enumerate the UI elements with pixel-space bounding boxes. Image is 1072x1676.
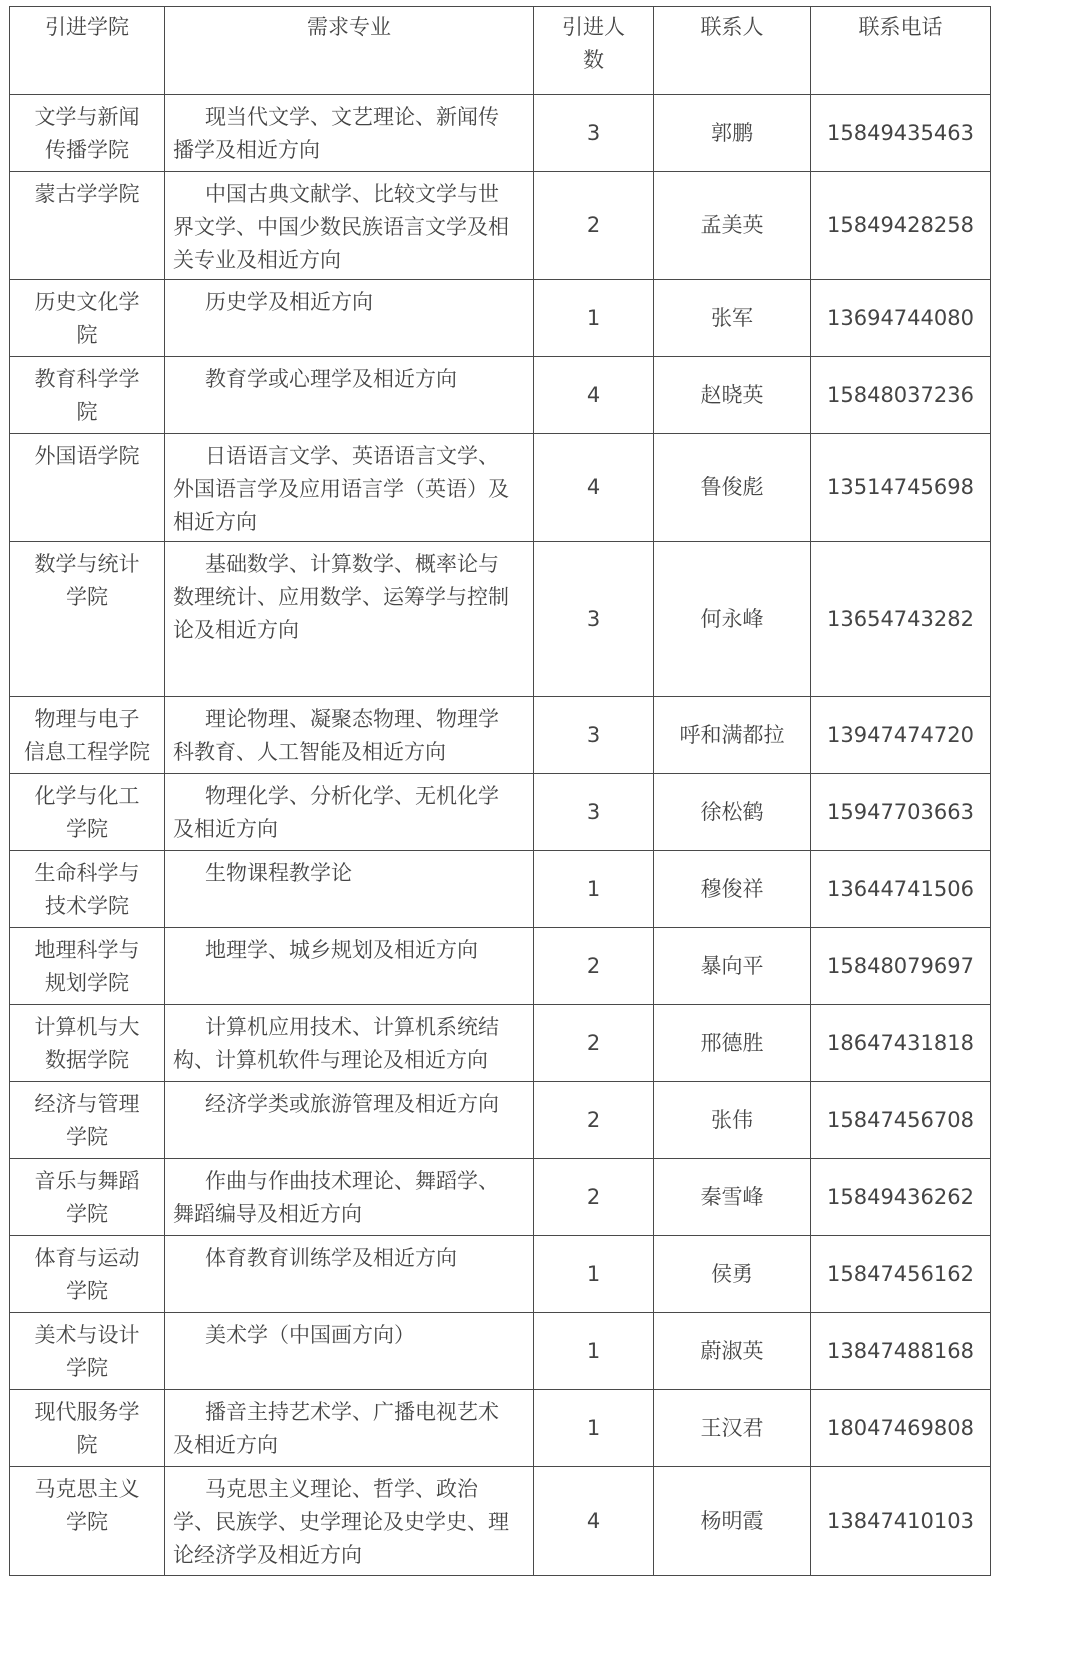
- college-cell: [10, 851, 165, 928]
- phone-cell: 15947703663: [811, 774, 991, 851]
- major-line: 论经济学及相近方向: [173, 1543, 362, 1567]
- phone-cell: 15847456708: [811, 1082, 991, 1159]
- contact-cell: 郭鹏: [654, 95, 811, 172]
- header-contact: 联系人: [654, 7, 811, 95]
- count-cell: 2: [534, 172, 654, 280]
- contact-cell: 徐松鹤: [654, 774, 811, 851]
- contact-cell: 邢德胜: [654, 1005, 811, 1082]
- count-cell: 2: [534, 1005, 654, 1082]
- phone-cell: 13644741506: [811, 851, 991, 928]
- college-cell: [10, 95, 165, 172]
- college-line: 学院: [66, 1202, 108, 1226]
- contact-cell: 王汉君: [654, 1390, 811, 1467]
- major-line: 播音主持艺术学、广播电视艺术: [205, 1400, 499, 1424]
- major-line: 理论物理、凝聚态物理、物理学: [205, 707, 499, 731]
- college-line: 学院: [66, 1510, 108, 1534]
- college-line: 学院: [66, 1356, 108, 1380]
- contact-cell: 鲁俊彪: [654, 434, 811, 542]
- college-cell: [10, 1236, 165, 1313]
- major-cell: [165, 928, 534, 1005]
- major-cell: [165, 1236, 534, 1313]
- major-line: 及相近方向: [173, 817, 278, 841]
- major-cell: [165, 697, 534, 774]
- table-row: [10, 434, 991, 542]
- major-cell: [165, 172, 534, 280]
- table-row: [10, 1236, 991, 1313]
- table-row: [10, 697, 991, 774]
- major-line: 中国古典文献学、比较文学与世: [205, 182, 499, 206]
- table-row: [10, 1159, 991, 1236]
- major-cell: [165, 434, 534, 542]
- major-cell: [165, 1082, 534, 1159]
- major-line: 物理化学、分析化学、无机化学: [205, 784, 499, 808]
- college-line: 地理科学与: [34, 938, 140, 962]
- count-cell: 3: [534, 95, 654, 172]
- count-cell: 4: [534, 357, 654, 434]
- table-row: [10, 542, 991, 697]
- college-line: 外国语学院: [34, 444, 140, 468]
- major-line: 舞蹈编导及相近方向: [173, 1202, 362, 1226]
- table-row: [10, 1005, 991, 1082]
- college-cell: [10, 434, 165, 542]
- major-line: 相近方向: [173, 510, 257, 534]
- college-cell: [10, 357, 165, 434]
- college-line: 蒙古学学院: [34, 182, 140, 206]
- count-cell: 1: [534, 1313, 654, 1390]
- college-line: 现代服务学: [34, 1400, 140, 1424]
- count-cell: 1: [534, 1236, 654, 1313]
- major-line: 现当代文学、文艺理论、新闻传: [205, 105, 499, 129]
- major-line: 界文学、中国少数民族语言文学及相: [173, 215, 509, 239]
- college-cell: [10, 1082, 165, 1159]
- major-line: 数理统计、应用数学、运筹学与控制: [173, 585, 509, 609]
- table-body: [10, 95, 991, 1576]
- contact-cell: 张伟: [654, 1082, 811, 1159]
- table-row: [10, 851, 991, 928]
- major-line: 体育教育训练学及相近方向: [205, 1246, 457, 1270]
- contact-cell: 张军: [654, 280, 811, 357]
- phone-cell: 15848037236: [811, 357, 991, 434]
- contact-cell: 穆俊祥: [654, 851, 811, 928]
- college-line: 经济与管理: [34, 1092, 140, 1116]
- phone-cell: 13694744080: [811, 280, 991, 357]
- major-cell: [165, 851, 534, 928]
- college-cell: [10, 542, 165, 697]
- college-line: 院: [76, 400, 98, 424]
- recruitment-table: [9, 6, 991, 1576]
- college-cell: [10, 172, 165, 280]
- college-cell: [10, 1005, 165, 1082]
- college-cell: [10, 1390, 165, 1467]
- major-line: 作曲与作曲技术理论、舞蹈学、: [205, 1169, 499, 1193]
- college-line: 学院: [66, 585, 108, 609]
- college-line: 教育科学学: [34, 367, 140, 391]
- contact-cell: 暴向平: [654, 928, 811, 1005]
- college-line: 物理与电子: [34, 707, 140, 731]
- phone-cell: 13847488168: [811, 1313, 991, 1390]
- major-cell: [165, 1390, 534, 1467]
- table-row: [10, 357, 991, 434]
- table-row: [10, 1467, 991, 1576]
- major-cell: [165, 280, 534, 357]
- college-cell: [10, 280, 165, 357]
- count-cell: 4: [534, 1467, 654, 1576]
- contact-cell: 赵晓英: [654, 357, 811, 434]
- major-cell: [165, 1159, 534, 1236]
- major-line: 教育学或心理学及相近方向: [205, 367, 457, 391]
- major-line: 构、计算机软件与理论及相近方向: [173, 1048, 488, 1072]
- major-line: 生物课程教学论: [205, 861, 352, 885]
- college-line: 数据学院: [45, 1048, 129, 1072]
- college-cell: [10, 928, 165, 1005]
- phone-cell: 15849435463: [811, 95, 991, 172]
- college-line: 学院: [66, 1279, 108, 1303]
- table-row: [10, 1313, 991, 1390]
- major-cell: [165, 542, 534, 697]
- count-cell: 1: [534, 851, 654, 928]
- header-count-line-2: 数: [583, 48, 604, 72]
- count-cell: 3: [534, 542, 654, 697]
- college-line: 技术学院: [45, 894, 129, 918]
- count-cell: 2: [534, 928, 654, 1005]
- phone-cell: 15847456162: [811, 1236, 991, 1313]
- table-row: [10, 172, 991, 280]
- major-line: 地理学、城乡规划及相近方向: [205, 938, 478, 962]
- college-line: 体育与运动: [34, 1246, 140, 1270]
- header-count: [534, 7, 654, 95]
- contact-cell: 秦雪峰: [654, 1159, 811, 1236]
- phone-cell: 13514745698: [811, 434, 991, 542]
- major-cell: [165, 1005, 534, 1082]
- college-line: 马克思主义: [34, 1477, 140, 1501]
- major-line: 科教育、人工智能及相近方向: [173, 740, 446, 764]
- college-line: 美术与设计: [34, 1323, 140, 1347]
- major-line: 历史学及相近方向: [205, 290, 373, 314]
- college-line: 计算机与大: [34, 1015, 140, 1039]
- count-cell: 1: [534, 1390, 654, 1467]
- contact-cell: 孟美英: [654, 172, 811, 280]
- college-line: 院: [76, 1433, 98, 1457]
- table-row: [10, 95, 991, 172]
- college-line: 传播学院: [45, 138, 129, 162]
- major-cell: [165, 357, 534, 434]
- major-line: 马克思主义理论、哲学、政治: [205, 1477, 478, 1501]
- phone-cell: 15849436262: [811, 1159, 991, 1236]
- table-row: [10, 928, 991, 1005]
- major-line: 美术学（中国画方向）: [205, 1323, 415, 1347]
- college-line: 生命科学与: [34, 861, 140, 885]
- contact-cell: 呼和满都拉: [654, 697, 811, 774]
- major-line: 论及相近方向: [173, 618, 299, 642]
- header-phone: 联系电话: [811, 7, 991, 95]
- major-cell: [165, 774, 534, 851]
- count-cell: 2: [534, 1082, 654, 1159]
- major-cell: [165, 95, 534, 172]
- major-line: 及相近方向: [173, 1433, 278, 1457]
- table-row: [10, 1082, 991, 1159]
- phone-cell: 18047469808: [811, 1390, 991, 1467]
- major-line: 经济学类或旅游管理及相近方向: [205, 1092, 499, 1116]
- contact-cell: 侯勇: [654, 1236, 811, 1313]
- header-college: 引进学院: [10, 7, 165, 95]
- major-cell: [165, 1313, 534, 1390]
- count-cell: 1: [534, 280, 654, 357]
- phone-cell: 13947474720: [811, 697, 991, 774]
- college-cell: [10, 1313, 165, 1390]
- table-row: [10, 280, 991, 357]
- phone-cell: 15848079697: [811, 928, 991, 1005]
- college-line: 文学与新闻: [34, 105, 140, 129]
- contact-cell: 何永峰: [654, 542, 811, 697]
- college-line: 学院: [66, 817, 108, 841]
- college-cell: [10, 1467, 165, 1576]
- phone-cell: 15849428258: [811, 172, 991, 280]
- college-line: 音乐与舞蹈: [34, 1169, 140, 1193]
- phone-cell: 18647431818: [811, 1005, 991, 1082]
- phone-cell: 13654743282: [811, 542, 991, 697]
- header-major: 需求专业: [165, 7, 534, 95]
- contact-cell: 蔚淑英: [654, 1313, 811, 1390]
- major-line: 日语语言文学、英语语言文学、: [205, 444, 499, 468]
- college-line: 信息工程学院: [24, 740, 150, 764]
- phone-cell: 13847410103: [811, 1467, 991, 1576]
- college-cell: [10, 774, 165, 851]
- college-line: 学院: [66, 1125, 108, 1149]
- header-count-line-1: 引进人: [562, 15, 625, 39]
- college-line: 化学与化工: [34, 784, 140, 808]
- major-line: 计算机应用技术、计算机系统结: [205, 1015, 499, 1039]
- major-line: 基础数学、计算数学、概率论与: [205, 552, 499, 576]
- major-line: 关专业及相近方向: [173, 248, 341, 272]
- college-line: 规划学院: [45, 971, 129, 995]
- college-line: 历史文化学: [34, 290, 140, 314]
- table-row: [10, 774, 991, 851]
- contact-cell: 杨明霞: [654, 1467, 811, 1576]
- count-cell: 2: [534, 1159, 654, 1236]
- count-cell: 3: [534, 697, 654, 774]
- major-line: 播学及相近方向: [173, 138, 320, 162]
- college-line: 院: [76, 323, 98, 347]
- header-row: [10, 7, 991, 95]
- college-cell: [10, 697, 165, 774]
- college-line: 数学与统计: [34, 552, 140, 576]
- table-row: [10, 1390, 991, 1467]
- major-line: 外国语言学及应用语言学（英语）及: [173, 477, 509, 501]
- count-cell: 3: [534, 774, 654, 851]
- major-cell: [165, 1467, 534, 1576]
- college-cell: [10, 1159, 165, 1236]
- major-line: 学、民族学、史学理论及史学史、理: [173, 1510, 509, 1534]
- count-cell: 4: [534, 434, 654, 542]
